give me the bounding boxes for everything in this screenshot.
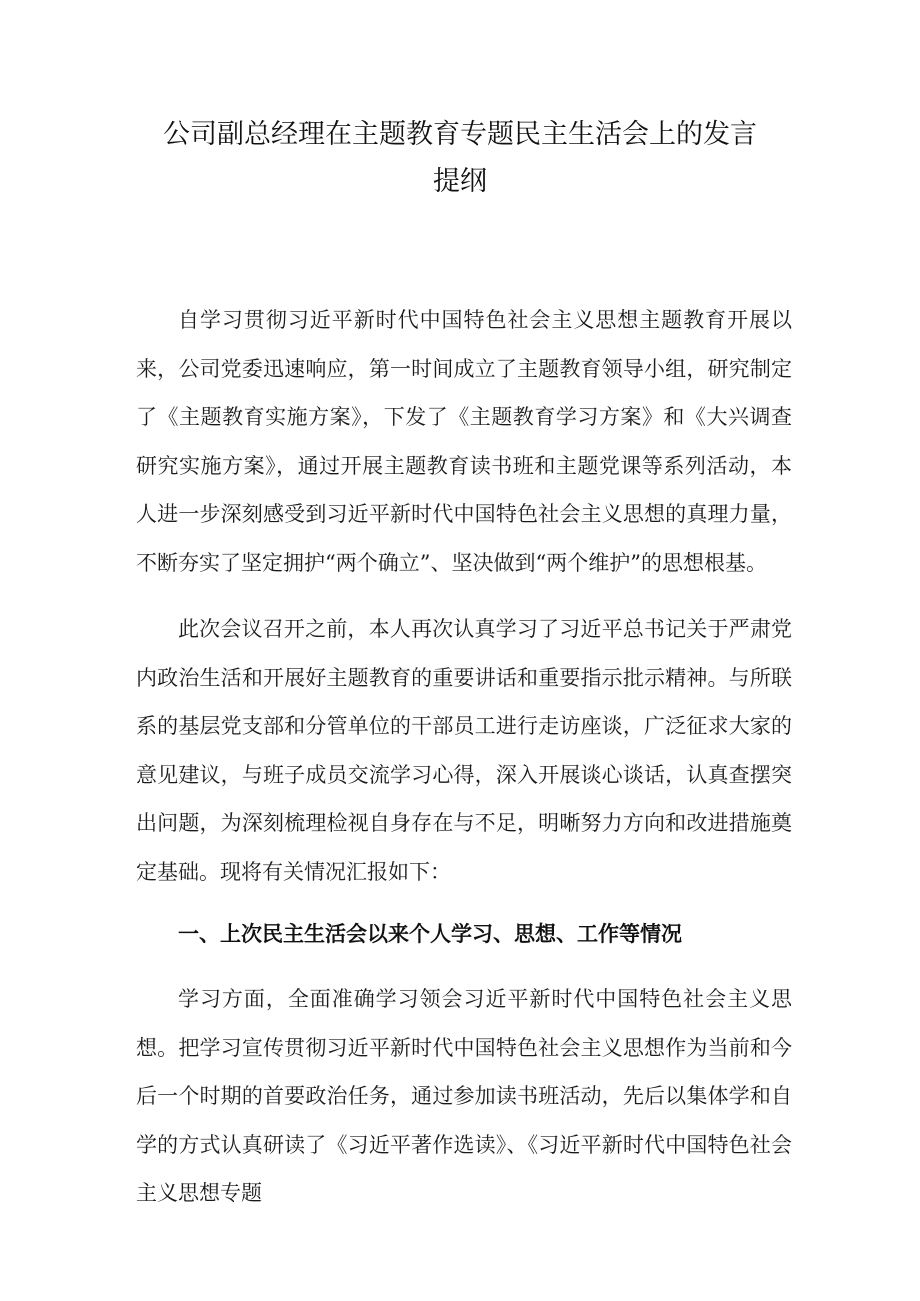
body-paragraph-2: 此次会议召开之前，本人再次认真学习了习近平总书记关于严肃党内政治生活和开展好主题教育的重要讲话和重要指示批示精神。与所联系的基层党支部和分管单位的干部员工进行走访座谈，广泛征求大家的意见建议，与班子成员交流学习心得，深入开展谈心谈话，认真查摆突出问题，为深刻梳理检视自身存在与不足，明晰努力方向和改进措施奠定基础。现将有关情况汇报如下： (136, 617, 792, 884)
section-paragraph-1: 学习方面，全面准确学习领会习近平新时代中国特色社会主义思想。把学习宣传贯彻习近平新时代中国特色社会主义思想作为当前和今后一个时期的首要政治任务，通过参加读书班活动，先后以集体学和自学的方式认真研读了《习近平著作选读》、《习近平新时代中国特色社会主义思想专题 (136, 987, 792, 1205)
section-heading-1: 一、上次民主生活会以来个人学习、思想、工作等情况 (178, 922, 682, 946)
body-paragraph-1: 自学习贯彻习近平新时代中国特色社会主义思想主题教育开展以来，公司党委迅速响应，第一时间成立了主题教育领导小组，研究制定了《主题教育实施方案》，下发了《主题教育学习方案》和《大兴调查研究实施方案》，通过开展主题教育读书班和主题党课等系列活动，本人进一步深刻感受到习近平新时代中国特色社会主义思想的真理力量，不断夯实了坚定拥护“两个确立”、坚决做到“两个维护”的思想根基。 (136, 308, 792, 575)
document-title: 公司副总经理在主题教育专题民主生活会上的发言提纲 (163, 119, 757, 197)
